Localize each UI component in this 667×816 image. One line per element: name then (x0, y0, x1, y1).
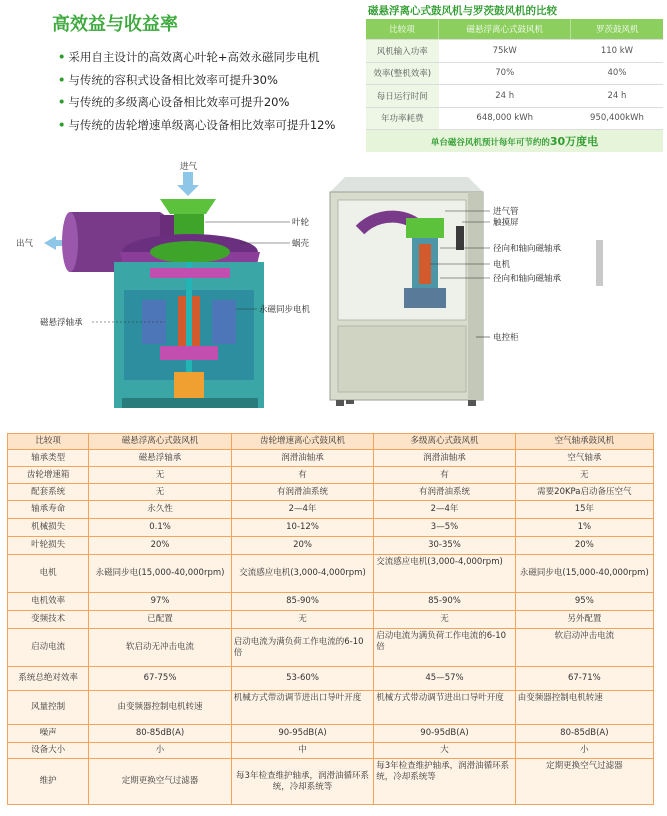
spec-table (7, 433, 654, 805)
comparison-header-cell: 磁悬浮离心式鼓风机 (439, 19, 571, 40)
comparison-cell: 110 kW (571, 40, 663, 63)
spec-row (8, 691, 654, 725)
spec-cell: 85-90% (374, 593, 515, 611)
label-inlet-pipe: 进气管 (493, 207, 519, 217)
spec-header-cell: 空气轴承鼓风机 (515, 434, 653, 450)
spec-cell: 3—5% (374, 519, 515, 537)
benefit-item: • 与传统的容积式设备相比效率可提升30% (58, 72, 278, 87)
spec-cell: 10-12% (231, 519, 374, 537)
spec-cell: 67-71% (515, 667, 653, 691)
spec-cell: 润滑油轴承 (374, 450, 515, 467)
spec-cell: 噪声 (8, 725, 89, 743)
spec-cell: 由变频器控制电机转速 (515, 691, 653, 725)
comparison-cell: 950,400kWh (571, 107, 663, 130)
label-outlet: 出气 (16, 239, 34, 249)
spec-row (8, 537, 654, 555)
spec-header-row (8, 434, 654, 450)
spec-cell: 机械方式带动调节进出口导叶开度 (231, 691, 374, 725)
bullet-dot-icon: • (58, 95, 66, 109)
spec-cell: 机械方式带动调节进出口导叶开度 (374, 691, 515, 725)
comparison-cell: 24 h (571, 85, 663, 108)
benefit-item: • 与传统的齿轮增速单级离心设备相比效率可提升12% (58, 117, 336, 132)
spec-cell: 电机效率 (8, 593, 89, 611)
spec-cell: 另外配置 (515, 611, 653, 629)
benefit-item: • 采用自主设计的高效离心叶轮+高效永磁同步电机 (58, 50, 320, 64)
spec-row (8, 450, 654, 467)
label-volute: 蜗壳 (292, 239, 310, 249)
spec-cell: 空气轴承 (515, 450, 653, 467)
spec-cell: 叶轮损失 (8, 537, 89, 555)
spec-cell: 永磁同步电(15,000-40,000rpm) (89, 555, 232, 593)
spec-cell: 电机 (8, 555, 89, 593)
spec-cell: 交流感应电机(3,000-4,000rpm) (231, 555, 374, 593)
spec-cell: 20% (515, 537, 653, 555)
spec-row (8, 501, 654, 519)
spec-row (8, 484, 654, 501)
comparison-header-cell: 比较项 (366, 19, 439, 40)
spec-cell: 20% (231, 537, 374, 555)
spec-cell: 已配置 (89, 611, 232, 629)
spec-cell: 80-85dB(A) (515, 725, 653, 743)
label-touchscreen: 触摸屏 (493, 218, 519, 228)
comparison-cell: 40% (571, 62, 663, 85)
spec-cell: 1% (515, 519, 653, 537)
bullet-dot-icon: • (58, 50, 66, 64)
comparison-footer: 单台磁谷风机预计每年可节约的30万度电 (366, 130, 663, 153)
comparison-header-cell: 罗茨鼓风机 (571, 19, 663, 40)
spec-cell: 有 (374, 467, 515, 484)
spec-cell: 67-75% (89, 667, 232, 691)
spec-row (8, 555, 654, 593)
spec-row (8, 725, 654, 743)
spec-cell: 变频技术 (8, 611, 89, 629)
spec-row (8, 467, 654, 484)
comparison-cell: 648,000 kWh (439, 107, 571, 130)
spec-cell: 轴承寿命 (8, 501, 89, 519)
spec-row (8, 759, 654, 805)
spec-cell: 90-95dB(A) (374, 725, 515, 743)
spec-cell: 定期更换空气过滤器 (515, 759, 653, 805)
comparison-cell: 70% (439, 62, 571, 85)
spec-row (8, 519, 654, 537)
bullet-dot-icon: • (58, 72, 66, 87)
label-bearing-bottom: 径向和轴向磁轴承 (493, 274, 562, 284)
spec-cell: 软启动冲击电流 (515, 629, 653, 667)
outlet-arrow-icon (44, 236, 56, 250)
spec-cell: 机械损失 (8, 519, 89, 537)
comparison-cell: 75kW (439, 40, 571, 63)
spec-cell: 无 (89, 484, 232, 501)
spec-cell: 由变频器控制电机转速 (89, 691, 232, 725)
spec-cell: 小 (89, 743, 232, 759)
spec-cell: 53-60% (231, 667, 374, 691)
spec-cell: 风量控制 (8, 691, 89, 725)
spec-cell: 2—4年 (231, 501, 374, 519)
spec-cell: 定期更换空气过滤器 (89, 759, 232, 805)
spec-cell: 轴承类型 (8, 450, 89, 467)
spec-header-cell: 磁悬浮离心式鼓风机 (89, 434, 232, 450)
spec-cell: 85-90% (231, 593, 374, 611)
spec-cell: 45—57% (374, 667, 515, 691)
spec-row (8, 743, 654, 759)
label-bearing-top: 径向和轴向磁轴承 (493, 244, 562, 254)
spec-cell: 97% (89, 593, 232, 611)
spec-cell: 系统总绝对效率 (8, 667, 89, 691)
spec-cell: 小 (515, 743, 653, 759)
comparison-cell: 风机输入功率 (366, 40, 439, 63)
label-maglev-bearing: 磁悬浮轴承 (40, 318, 83, 328)
section-heading: 高效益与收益率 (52, 14, 178, 35)
spec-row (8, 593, 654, 611)
spec-cell: 90-95dB(A) (231, 725, 374, 743)
spec-cell: 齿轮增速箱 (8, 467, 89, 484)
spec-cell: 每3年检查维护轴承，润滑油循环系统，冷却系统等 (231, 759, 374, 805)
spec-cell: 设备大小 (8, 743, 89, 759)
spec-cell: 80-85dB(A) (89, 725, 232, 743)
spec-cell: 2—4年 (374, 501, 515, 519)
spec-cell: 有 (231, 467, 374, 484)
spec-cell: 启动电流 (8, 629, 89, 667)
spec-cell: 15年 (515, 501, 653, 519)
spec-cell: 启动电流为满负荷工作电流的6-10倍 (374, 629, 515, 667)
spec-cell: 无 (231, 611, 374, 629)
spec-row (8, 629, 654, 667)
spec-cell: 启动电流为满负荷工作电流的6-10倍 (231, 629, 374, 667)
comparison-cell: 效率(整机效率) (366, 62, 439, 85)
comparison-title: 磁悬浮离心式鼓风机与罗茨鼓风机的比较 (368, 5, 557, 17)
spec-header-cell: 比较项 (8, 434, 89, 450)
spec-cell: 无 (89, 467, 232, 484)
spec-cell: 配套系统 (8, 484, 89, 501)
benefit-item: • 与传统的多级离心设备相比效率可提升20% (58, 95, 290, 109)
inlet-arrow-icon (177, 172, 199, 196)
spec-header-cell: 多级离心式鼓风机 (374, 434, 515, 450)
spec-cell: 无 (515, 467, 653, 484)
label-impeller: 叶轮 (292, 218, 310, 228)
label-control-cabinet: 电控柜 (493, 333, 519, 343)
spec-cell: 20% (89, 537, 232, 555)
spec-cell: 有润滑油系统 (374, 484, 515, 501)
spec-cell: 30-35% (374, 537, 515, 555)
spec-cell: 润滑油轴承 (231, 450, 374, 467)
spec-cell: 有润滑油系统 (231, 484, 374, 501)
spec-header-cell: 齿轮增速离心式鼓风机 (231, 434, 374, 450)
spec-cell: 95% (515, 593, 653, 611)
spec-cell: 维护 (8, 759, 89, 805)
spec-cell: 软启动无冲击电流 (89, 629, 232, 667)
label-inlet: 进气 (180, 162, 198, 172)
spec-cell: 大 (374, 743, 515, 759)
spec-row (8, 611, 654, 629)
spec-cell: 无 (374, 611, 515, 629)
spec-cell: 每3年检查维护轴承，润滑油循环系统，冷却系统等 (374, 759, 515, 805)
spec-cell: 永磁同步电(15,000-40,000rpm) (515, 555, 653, 593)
label-pm-motor: 永磁同步电机 (259, 305, 311, 315)
comparison-cell: 年功率耗费 (366, 107, 439, 130)
bullet-dot-icon: • (58, 117, 66, 132)
comparison-cell: 每日运行时间 (366, 85, 439, 108)
spec-row (8, 667, 654, 691)
spec-cell: 0.1% (89, 519, 232, 537)
spec-cell: 磁悬浮轴承 (89, 450, 232, 467)
label-motor: 电机 (493, 260, 511, 270)
spec-cell: 需要20KPa启动备压空气 (515, 484, 653, 501)
spec-cell: 交流感应电机(3,000-4,000rpm) (374, 555, 515, 593)
comparison-cell: 24 h (439, 85, 571, 108)
spec-cell: 中 (231, 743, 374, 759)
spec-cell: 永久性 (89, 501, 232, 519)
